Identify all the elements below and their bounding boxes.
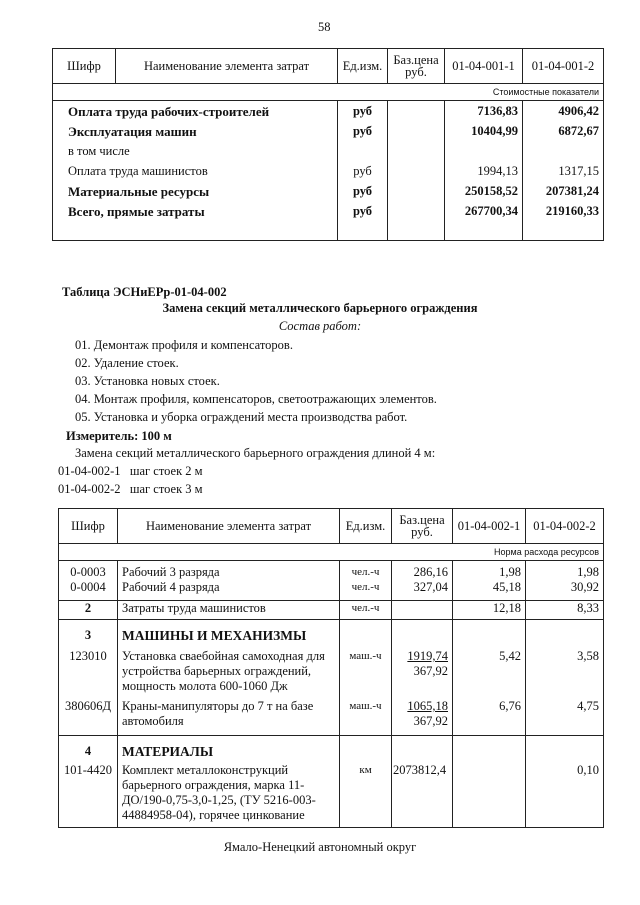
table-row: [59, 580, 604, 600]
value-cell: 250158,52: [445, 181, 523, 201]
value-cell: 6872,67: [523, 121, 604, 141]
work-item: 01. Демонтаж профиля и компенсаторов.: [75, 338, 293, 352]
variant: 01-04-002-2 шаг стоек 3 м: [58, 482, 203, 496]
unit-cell: маш.-ч: [340, 649, 392, 699]
description: Замена секций металлического барьерного ограждения длиной 4 м:: [75, 446, 436, 460]
value-cell: 6,76: [453, 699, 526, 735]
value-cell: 12,18: [453, 600, 526, 619]
code-cell: 101-4420: [59, 763, 118, 827]
page-number: 58: [318, 20, 331, 34]
price-cell: [388, 181, 445, 201]
value-cell: 45,18: [453, 580, 526, 600]
name-cell: Рабочий 4 разряда: [118, 580, 340, 600]
resource-table: [58, 508, 604, 828]
table-row: [53, 101, 604, 121]
code-cell: 3: [59, 619, 118, 649]
header-cell: Шифр: [53, 49, 116, 84]
code-cell: 0-0003: [59, 561, 118, 581]
name-cell: Эксплуатация машин: [53, 121, 338, 141]
price-cell: 286,16: [392, 561, 453, 581]
table-title: Таблица ЭСНиЕРр-01-04-002: [62, 285, 227, 299]
table-row: [53, 201, 604, 221]
table-row: [53, 141, 604, 161]
price-cell: 327,04: [392, 580, 453, 600]
code-cell: 380606Д: [59, 699, 118, 735]
table-row: [59, 600, 604, 619]
header-cell: 01-04-001-1: [445, 49, 523, 84]
unit-cell: маш.-ч: [340, 699, 392, 735]
value-cell: 30,92: [526, 580, 604, 600]
unit-cell: км: [340, 763, 392, 827]
value-cell: 1,98: [526, 561, 604, 581]
unit-cell: руб: [338, 101, 388, 121]
value-cell: 5,42: [453, 649, 526, 699]
price-cell: 2073812,4: [392, 763, 453, 827]
name-cell: Оплата труда рабочих-строителей: [53, 101, 338, 121]
name-cell: Затраты труда машинистов: [118, 600, 340, 619]
value-cell: [453, 763, 526, 827]
section-row: [59, 619, 604, 649]
name-cell: Комплект металлоконструкций барьерного ограждения, марка 11-ДО/190-0,75-3,0-1,25, (ТУ 5216-003-44884958-04), горячее цинкование: [118, 763, 340, 827]
table-row: [53, 161, 604, 181]
code-cell: 4: [59, 735, 118, 763]
unit-cell: [338, 141, 388, 161]
name-cell: в том числе: [53, 141, 338, 161]
cost-table: [52, 48, 604, 241]
value-cell: [445, 141, 523, 161]
value-cell: [523, 141, 604, 161]
meter: Измеритель: 100 м: [66, 429, 172, 443]
footer: Ямало-Ненецкий автономный округ: [223, 840, 417, 854]
unit-cell: чел.-ч: [340, 561, 392, 581]
value-cell: 1,98: [453, 561, 526, 581]
price-cell: [388, 161, 445, 181]
value-cell: 10404,99: [445, 121, 523, 141]
name-cell: Материальные ресурсы: [53, 181, 338, 201]
price-cell: [388, 121, 445, 141]
work-item: 05. Установка и уборка ограждений места производства работ.: [75, 410, 408, 424]
name-cell: Рабочий 3 разряда: [118, 561, 340, 581]
header-cell: Наименование элемента затрат: [116, 49, 338, 84]
value-cell: 1317,15: [523, 161, 604, 181]
work-item: 02. Удаление стоек.: [75, 356, 179, 370]
price-cell: 1919,74 367,92: [392, 649, 453, 699]
price-cell: [388, 201, 445, 221]
section-heading: Замена секций металлического барьерного ограждения: [162, 301, 478, 315]
table-row-empty: [53, 221, 604, 241]
table-row: [59, 699, 604, 735]
table-row: [53, 181, 604, 201]
subheader: Стоимостные показатели: [53, 84, 604, 101]
value-cell: 267700,34: [445, 201, 523, 221]
unit-cell: чел.-ч: [340, 580, 392, 600]
unit-cell: руб: [338, 181, 388, 201]
price-cell: 1065,18 367,92: [392, 699, 453, 735]
unit-cell: чел.-ч: [340, 600, 392, 619]
value-cell: 3,58: [526, 649, 604, 699]
section-title: МАТЕРИАЛЫ: [118, 735, 340, 763]
header-cell: 01-04-001-2: [523, 49, 604, 84]
table-row: [59, 561, 604, 581]
unit-cell: руб: [338, 121, 388, 141]
header-cell: Ед.изм.: [340, 509, 392, 544]
code-cell: 2: [59, 600, 118, 619]
value-cell: 0,10: [526, 763, 604, 827]
work-item: 03. Установка новых стоек.: [75, 374, 220, 388]
name-cell: Всего, прямые затраты: [53, 201, 338, 221]
name-cell: Установка сваебойная самоходная для устройства барьерных ограждений, мощность молота 600-1060 Дж: [118, 649, 340, 699]
section-title: МАШИНЫ И МЕХАНИЗМЫ: [118, 619, 340, 649]
code-cell: 123010: [59, 649, 118, 699]
header-cell: Ед.изм.: [338, 49, 388, 84]
header-cell: Наименование элемента затрат: [118, 509, 340, 544]
value-cell: 8,33: [526, 600, 604, 619]
price-cell: [388, 101, 445, 121]
name-cell: Краны-манипуляторы до 7 т на базе автомобиля: [118, 699, 340, 735]
header-cell: 01-04-002-2: [526, 509, 604, 544]
value-cell: 207381,24: [523, 181, 604, 201]
table-header: [53, 49, 604, 84]
unit-cell: руб: [338, 161, 388, 181]
header-cell: Баз.цена руб.: [392, 509, 453, 544]
code-cell: 0-0004: [59, 580, 118, 600]
table-header: [59, 509, 604, 544]
variant: 01-04-002-1 шаг стоек 2 м: [58, 464, 203, 478]
section-row: [59, 735, 604, 763]
table-row: [59, 763, 604, 827]
subheader: Норма расхода ресурсов: [59, 544, 604, 561]
header-cell: Баз.цена руб.: [388, 49, 445, 84]
name-cell: Оплата труда машинистов: [53, 161, 338, 181]
value-cell: 219160,33: [523, 201, 604, 221]
header-cell: 01-04-002-1: [453, 509, 526, 544]
value-cell: 4,75: [526, 699, 604, 735]
value-cell: 4906,42: [523, 101, 604, 121]
value-cell: 1994,13: [445, 161, 523, 181]
price-cell: [388, 141, 445, 161]
work-item: 04. Монтаж профиля, компенсаторов, светоотражающих элементов.: [75, 392, 437, 406]
table-row: [53, 121, 604, 141]
header-cell: Шифр: [59, 509, 118, 544]
table-row: [59, 649, 604, 699]
works-title: Состав работ:: [278, 319, 362, 333]
unit-cell: руб: [338, 201, 388, 221]
value-cell: 7136,83: [445, 101, 523, 121]
